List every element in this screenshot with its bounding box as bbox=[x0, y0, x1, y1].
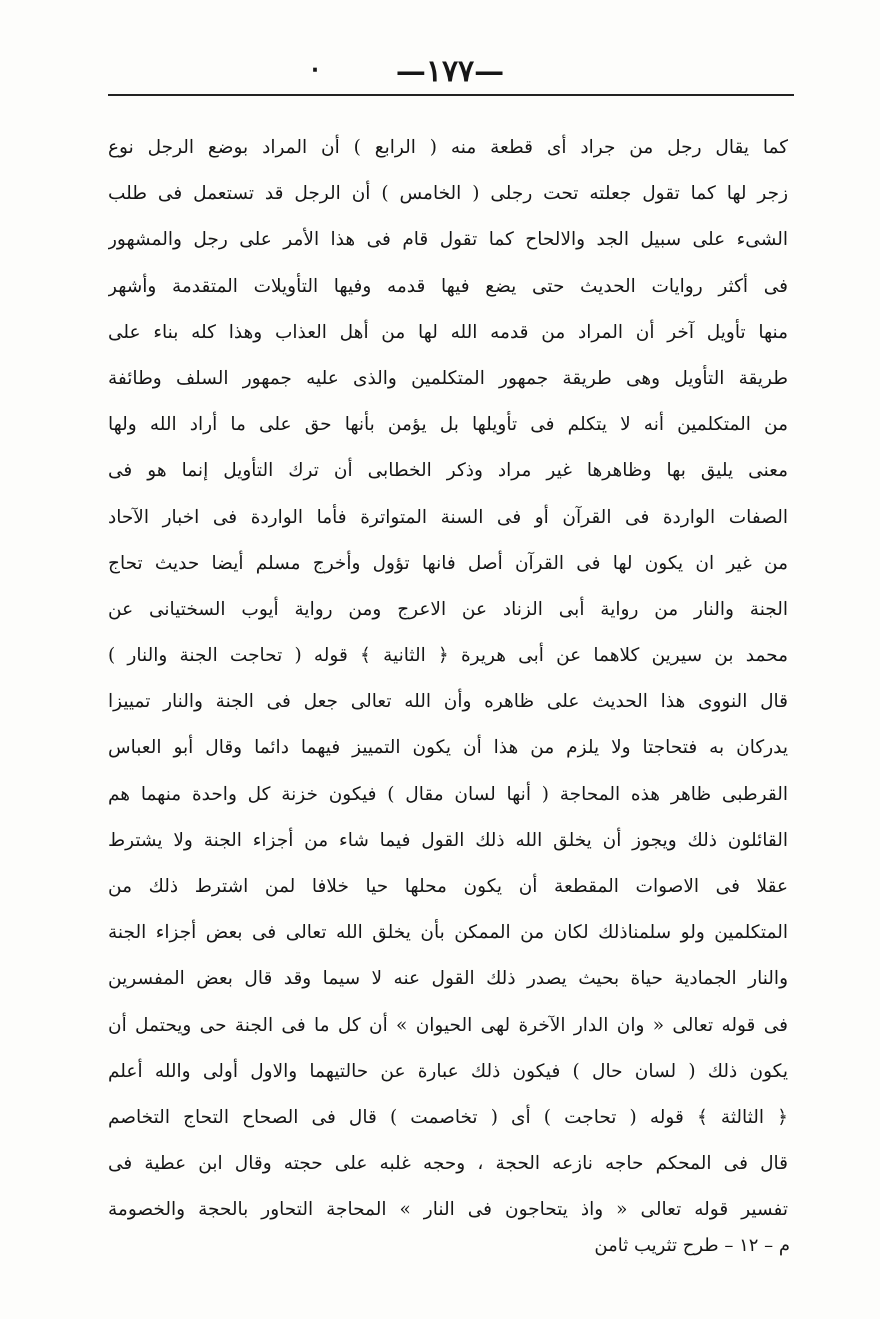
text-line: من غير ان يكون لها فى القرآن أصل فانها تؤول وأخرج مسلم أيضا حديث تحاج bbox=[108, 552, 788, 574]
page-header bbox=[110, 52, 790, 92]
text-line: قال فى المحكم حاجه نازعه الحجة ، وحجه غلبه على حجته وقال ابن عطية فى bbox=[108, 1153, 788, 1175]
text-line: ﴿ الثالثة ﴾ قوله ( تحاجت ) أى ( تخاصمت ) قال فى الصحاح التحاج التخاصم bbox=[108, 1106, 788, 1128]
text-line: يدركان به فتحاجتا ولا يلزم من هذا أن يكون التمييز فيهما دائما وقال أبو العباس bbox=[108, 737, 788, 759]
footer-signature: م – ١٢ – طرح تثريب ثامن bbox=[594, 1235, 790, 1256]
text-line: الصفات الواردة فى القرآن أو فى السنة المتواترة فأما الواردة فى اخبار الآحاد bbox=[108, 506, 788, 528]
text-line: القائلون ذلك ويجوز أن يخلق الله ذلك القول فيما شاء من أجزاء الجنة ولا يشترط bbox=[108, 829, 788, 851]
text-line: قال النووى هذا الحديث على ظاهره وأن الله تعالى جعل فى الجنة والنار تمييزا bbox=[108, 691, 788, 713]
text-line: محمد بن سيرين كلاهما عن أبى هريرة ﴿ الثانية ﴾ قوله ( تحاجت الجنة والنار ) bbox=[108, 645, 788, 667]
text-line: الجنة والنار من رواية أبى الزناد عن الاعرج ومن رواية أيوب السختيانى عن bbox=[108, 598, 788, 620]
text-line: القرطبى ظاهر هذه المحاجة ( أنها لسان مقال ) فيكون خزنة كل واحدة منهما هم bbox=[108, 783, 788, 805]
header-rule bbox=[108, 94, 794, 96]
text-line: عقلا فى الاصوات المقطعة أن يكون محلها حيا خلافا لمن اشترط ذلك من bbox=[108, 876, 788, 897]
text-line: والنار الجمادية حياة بحيث يصدر ذلك القول عنه لا سيما وقد قال بعض المفسرين bbox=[108, 968, 788, 990]
page-number: —١٧٧— bbox=[395, 54, 505, 89]
text-line: كما يقال رجل من جراد أى قطعة منه ( الرابع ) أن المراد بوضع الرجل نوع bbox=[108, 137, 788, 158]
text-line: الشىء على سبيل الجد والالحاح كما تقول قام فى هذا الأمر على رجل والمشهور bbox=[108, 229, 788, 251]
text-line: طريقة التأويل وهى طريقة جمهور المتكلمين والذى عليه جمهور السلف وطائفة bbox=[108, 367, 788, 389]
body-text bbox=[108, 125, 788, 1234]
text-line: تفسير قوله تعالى « واذ يتحاجون فى النار » المحاجة التحاور بالحجة والخصومة bbox=[108, 1199, 788, 1221]
text-line: منها تأويل آخر أن المراد من قدمه الله لها من أهل العذاب وهذا كله بناء على bbox=[108, 321, 788, 343]
header-mark: ٠ bbox=[308, 54, 322, 84]
text-line: فى أكثر روايات الحديث حتى يضع فيها قدمه وفيها التأويلات المتقدمة وأشهر bbox=[108, 275, 788, 297]
text-line: زجر لها كما تقول جعلته تحت رجلى ( الخامس ) أن الرجل قد تستعمل فى طلب bbox=[108, 183, 788, 205]
text-line: المتكلمين ولو سلمناذلك لكان من الممكن بأن يخلق الله تعالى فى بعض أجزاء الجنة bbox=[108, 922, 788, 944]
text-line: يكون ذلك ( لسان حال ) فيكون ذلك عبارة عن حالتيهما والاول أولى والله أعلم bbox=[108, 1060, 788, 1082]
text-line: من المتكلمين أنه لا يتكلم فى تأويلها بل يؤمن بأنها حق على ما أراد الله ولها bbox=[108, 414, 788, 436]
text-line: فى قوله تعالى « وان الدار الآخرة لهى الحيوان » أن كل ما فى الجنة حى ويحتمل أن bbox=[108, 1014, 788, 1036]
text-line: معنى يليق بها وظاهرها غير مراد وذكر الخطابى أن ترك التأويل إنما هو فى bbox=[108, 460, 788, 482]
